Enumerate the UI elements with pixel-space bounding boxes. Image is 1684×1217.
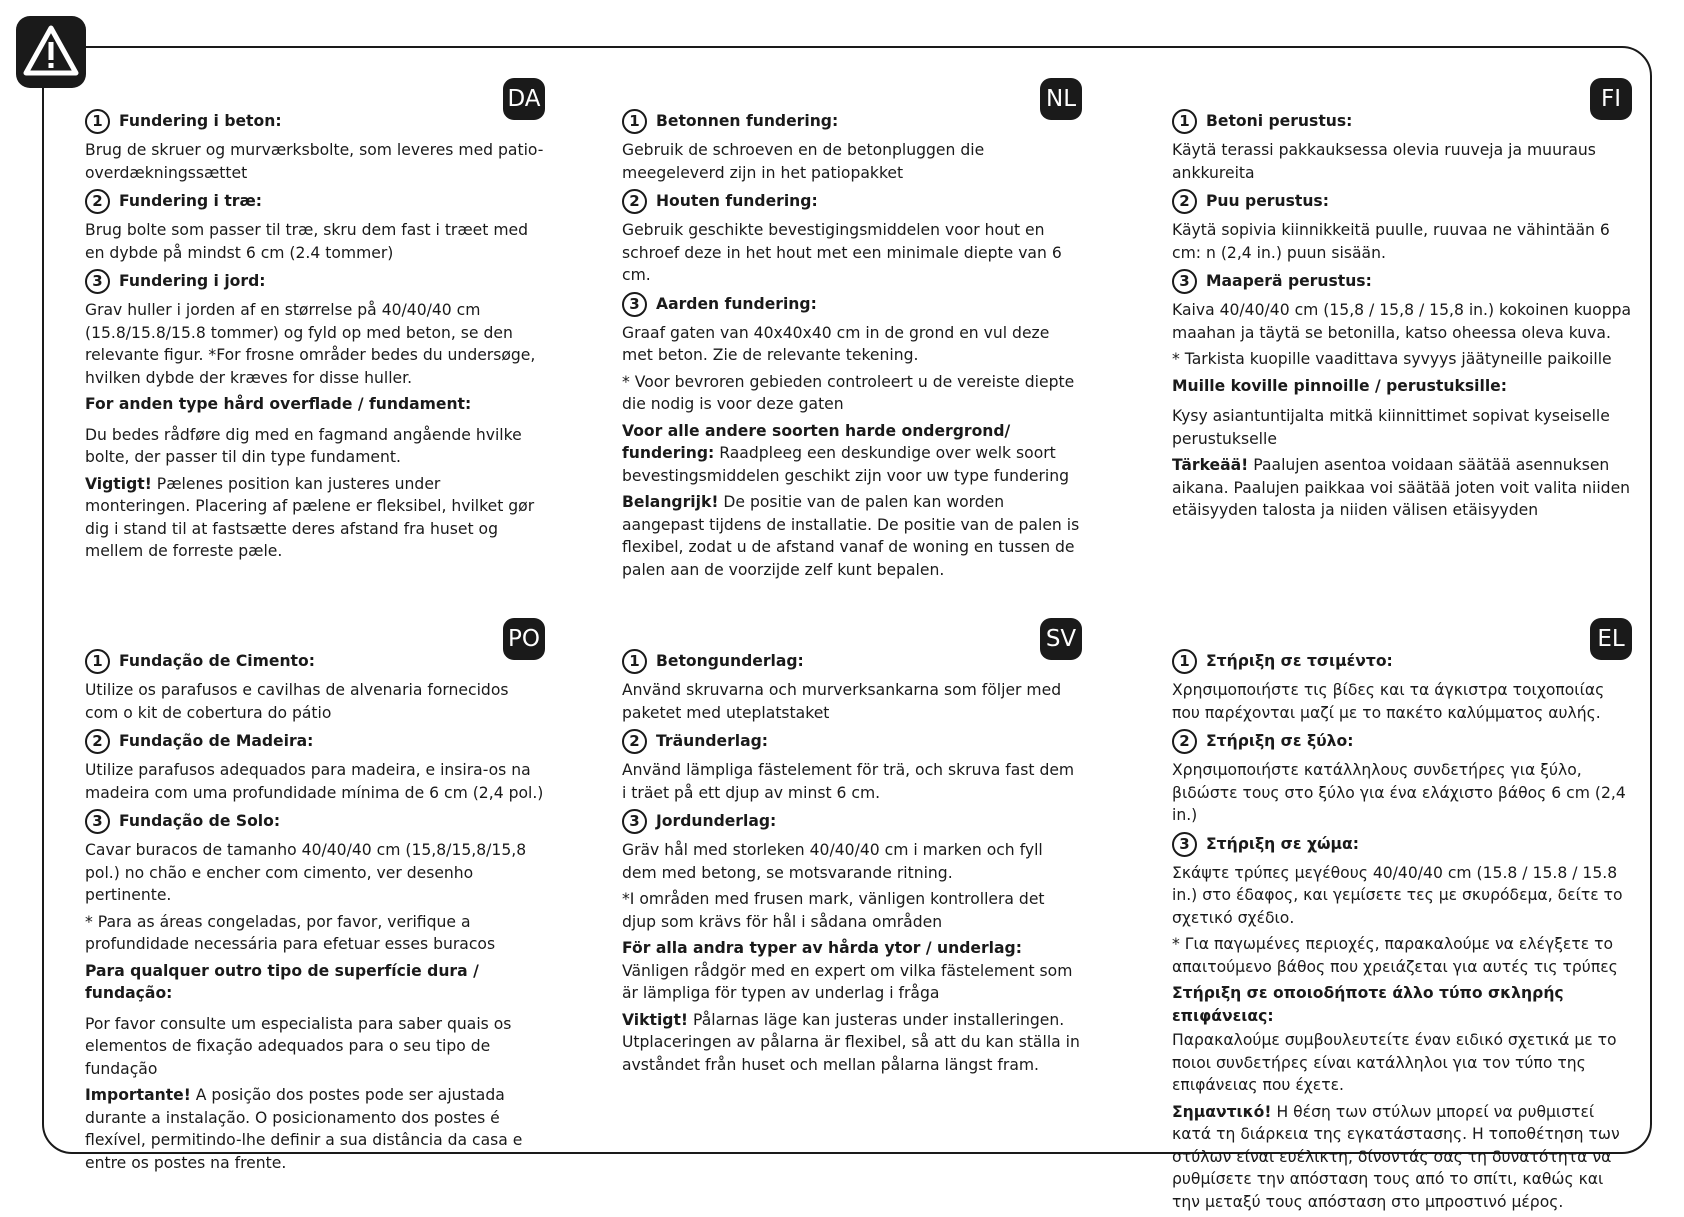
language-code-badge: NL	[1040, 78, 1082, 120]
step-number: 1	[85, 109, 110, 134]
heading-concrete: 1 Betonnen fundering:	[622, 108, 1082, 135]
step-number: 1	[1172, 649, 1197, 674]
section-fi	[1172, 86, 1632, 526]
heading-soil: 3 Fundação de Solo:	[85, 808, 545, 835]
heading-wood: 2 Puu perustus:	[1172, 188, 1632, 215]
heading-other-surface: For anden type hård overflade / fundament:	[85, 395, 472, 413]
warning-badge	[16, 16, 86, 88]
heading-concrete: 1 Betongunderlag:	[622, 648, 1082, 675]
text-soil: Graaf gaten van 40x40x40 cm in de grond en vul deze met beton. Zie de relevante tekening.	[622, 323, 1050, 364]
step-number: 2	[622, 189, 647, 214]
step-number: 1	[85, 649, 110, 674]
heading-concrete: 1 Fundering i beton:	[85, 108, 545, 135]
text-other-surface: Por favor consulte um especialista para saber quais os elementos de fixação adequados para o seu tipo de fundação	[85, 1014, 512, 1078]
text-important: Belangrijk! De positie van de palen kan worden aangepast tijdens de installatie. De positie van de palen is flexibel, zodat u de afstand vanaf de woning en tussen de palen aan de voorzijde zelf kunt bepalen.	[622, 493, 1080, 579]
warning-triangle-icon	[23, 24, 79, 78]
text-important: Tärkeää! Paalujen asentoa voidaan säätää asennuksen aikana. Paalujen paikkaa voi säätää joten voit valita niiden etäisyyden talosta ja niiden välisen etäisyyden	[1172, 456, 1631, 519]
step-number: 1	[622, 649, 647, 674]
section-da	[85, 86, 545, 567]
text-concrete: Käytä terassi pakkauksessa olevia ruuveja ja muuraus ankkureita	[1172, 141, 1596, 182]
text-soil: Σκάψτε τρύπες μεγέθους 40/40/40 cm (15.8 / 15.8 / 15.8 in.) στο έδαφος, και γεμίσετε τες με σκυρόδεμα, δείτε το σχετικό σχέδιο.	[1172, 863, 1623, 927]
language-code-badge: FI	[1590, 78, 1632, 120]
step-number: 2	[85, 729, 110, 754]
heading-wood: 2 Träunderlag:	[622, 728, 1082, 755]
heading-wood: 2 Houten fundering:	[622, 188, 1082, 215]
step-number: 1	[1172, 109, 1197, 134]
text-concrete: Gebruik de schroeven en de betonpluggen die meegeleverd zijn in het patiopakket	[622, 141, 985, 182]
text-soil: Gräv hål med storleken 40/40/40 cm i marken och fyll dem med betong, se motsvarande ritning.	[622, 841, 1043, 882]
heading-other-surface: Muille koville pinnoille / perustuksille:	[1172, 376, 1507, 395]
heading-soil: 3 Aarden fundering:	[622, 291, 1082, 318]
text-important: Importante! A posição dos postes pode ser ajustada durante a instalação. O posicionamento dos postes é flexível, permitindo-lhe definir a sua distância da casa e entre os postes na frente.	[85, 1086, 523, 1172]
step-number: 1	[622, 109, 647, 134]
text-other-surface: Παρακαλούμε συμβουλευτείτε έναν ειδικό σχετικά με το ποιοι συνδετήρες είναι κατάλληλοι για τον τύπο της επιφάνειας που έχετε.	[1172, 1031, 1617, 1094]
text-concrete: Utilize os parafusos e cavilhas de alvenaria fornecidos com o kit de cobertura do pátio	[85, 681, 509, 722]
text-frozen-areas: *I områden med frusen mark, vänligen kontrollera det djup som krävs för hål i sådana områden	[622, 890, 1045, 931]
text-soil: Cavar buracos de tamanho 40/40/40 cm (15,8/15,8/15,8 pol.) no chão e encher com cimento, ver desenho pertinente.	[85, 841, 527, 904]
section-po	[85, 626, 545, 1178]
heading-soil: 3 Jordunderlag:	[622, 808, 1082, 835]
text-wood: Brug bolte som passer til træ, skru dem fast i træet med en dybde på mindst 6 cm (2.4 tommer)	[85, 221, 529, 262]
text-concrete: Brug de skruer og murværksbolte, som leveres med patio-overdækningssættet	[85, 141, 544, 182]
heading-other-surface: Στήριξη σε οποιοδήποτε άλλο τύπο σκληρής επιφάνειας:	[1172, 984, 1564, 1025]
step-number: 2	[622, 729, 647, 754]
language-code-badge: SV	[1040, 618, 1082, 660]
heading-soil: 3 Fundering i jord:	[85, 268, 545, 295]
section-el	[1172, 626, 1632, 1217]
text-other-surface: Du bedes rådføre dig med en fagmand angående hvilke bolte, der passer til din type fundament.	[85, 425, 522, 466]
text-wood: Χρησιμοποιήστε κατάλληλους συνδετήρες για ξύλο, βιδώστε τους στο ξύλο για ένα ελάχιστο βάθος 6 cm (2,4 in.)	[1172, 761, 1626, 824]
heading-other-surface: Para qualquer outro tipo de superfície dura / fundação:	[85, 961, 479, 1002]
text-wood: Käytä sopivia kiinnikkeitä puulle, ruuvaa ne vähintään 6 cm: n (2,4 in.) puun sisään.	[1172, 221, 1610, 262]
step-number: 2	[85, 189, 110, 214]
text-frozen-areas: * Para as áreas congeladas, por favor, verifique a profundidade necessária para efetuar esses buracos	[85, 912, 496, 953]
step-number: 2	[1172, 729, 1197, 754]
text-wood: Gebruik geschikte bevestigingsmiddelen voor hout en schroef deze in het hout met een minimale diepte van 6 cm.	[622, 221, 1062, 284]
text-wood: Utilize parafusos adequados para madeira, e insira-os na madeira com uma profundidade mínima de 6 cm (2,4 pol.)	[85, 761, 544, 802]
text-wood: Använd lämpliga fästelement för trä, och skruva fast dem i träet på ett djup av minst 6 cm.	[622, 761, 1075, 802]
heading-wood: 2 Fundação de Madeira:	[85, 728, 545, 755]
step-number: 3	[1172, 832, 1197, 857]
section-nl	[622, 86, 1082, 585]
language-code-badge: PO	[503, 618, 545, 660]
text-other-surface: Kysy asiantuntijalta mitkä kiinnittimet sopivat kyseiselle perustukselle	[1172, 407, 1610, 448]
heading-concrete: 1 Betoni perustus:	[1172, 108, 1632, 135]
heading-concrete: 1 Στήριξη σε τσιμέντο:	[1172, 648, 1632, 675]
text-other-surface: Voor alle andere soorten harde ondergrond/ fundering: Raadpleeg een deskundige over welk soort bevestingsmiddelen geschikt zijn voor uw type fundering	[622, 421, 1070, 485]
text-other-surface: För alla andra typer av hårda ytor / underlag: Vänligen rådgör med en expert om vilka fästelement som är lämpliga för typen av underlag i fråga	[622, 939, 1073, 1002]
text-soil: Kaiva 40/40/40 cm (15,8 / 15,8 / 15,8 in.) kokoinen kuoppa maahan ja täytä se betonilla, katso oheessa oleva kuva.	[1172, 301, 1632, 342]
heading-wood: 2 Fundering i træ:	[85, 188, 545, 215]
heading-soil: 3 Στήριξη σε χώμα:	[1172, 831, 1632, 858]
text-important: Σημαντικό! Η θέση των στύλων μπορεί να ρυθμιστεί κατά τη διάρκεια της εγκατάστασης. Η τοποθέτηση των στύλων είναι ευέλικτη, δίνοντάς σας τη δυνατότητα να ρυθμίσετε την απόσταση τους από το σπίτι, καθώς και την μεταξύ τους απόσταση στο μπροστινό μέρος.	[1172, 1102, 1620, 1211]
heading-concrete: 1 Fundação de Cimento:	[85, 648, 545, 675]
step-number: 3	[1172, 269, 1197, 294]
text-frozen-areas: * Για παγωμένες περιοχές, παρακαλούμε να ελέγξετε το απαιτούμενο βάθος που χρειάζεται για αυτές τις τρύπες	[1172, 935, 1618, 976]
text-concrete: Använd skruvarna och murverksankarna som följer med paketet med uteplatstaket	[622, 681, 1062, 722]
language-code-badge: DA	[503, 78, 545, 120]
step-number: 3	[85, 269, 110, 294]
text-concrete: Χρησιμοποιήστε τις βίδες και τα άγκιστρα τοιχοποιίας που παρέχονται μαζί με το πακέτο καλύμματος αυλής.	[1172, 681, 1605, 722]
text-important: Vigtigt! Pælenes position kan justeres under monteringen. Placering af pælene er fleksibel, hvilket gør dig i stand til at fastsætte deres afstand fra huset og mellem de forreste pæle.	[85, 474, 535, 560]
text-frozen-areas: * Tarkista kuopille vaadittava syvyys jäätyneille paikoille	[1172, 350, 1612, 368]
step-number: 3	[622, 292, 647, 317]
text-soil: Grav huller i jorden af en størrelse på 40/40/40 cm (15.8/15.8/15.8 tommer) og fyld op med beton, se den relevante figur. *For frosne områder bedes du undersøge, hvilken dybde der kræves for disse huller.	[85, 301, 536, 387]
language-code-badge: EL	[1590, 618, 1632, 660]
text-frozen-areas: * Voor bevroren gebieden controleert u de vereiste diepte die nodig is voor deze gaten	[622, 372, 1075, 413]
section-sv	[622, 626, 1082, 1080]
step-number: 3	[85, 809, 110, 834]
heading-soil: 3 Maaperä perustus:	[1172, 268, 1632, 295]
heading-wood: 2 Στήριξη σε ξύλο:	[1172, 728, 1632, 755]
step-number: 3	[622, 809, 647, 834]
text-important: Viktigt! Pålarnas läge kan justeras under installeringen. Utplaceringen av pålarna är flexibel, så att du kan ställa in avståndet från huset och mellan pålarna längst fram.	[622, 1010, 1080, 1074]
step-number: 2	[1172, 189, 1197, 214]
